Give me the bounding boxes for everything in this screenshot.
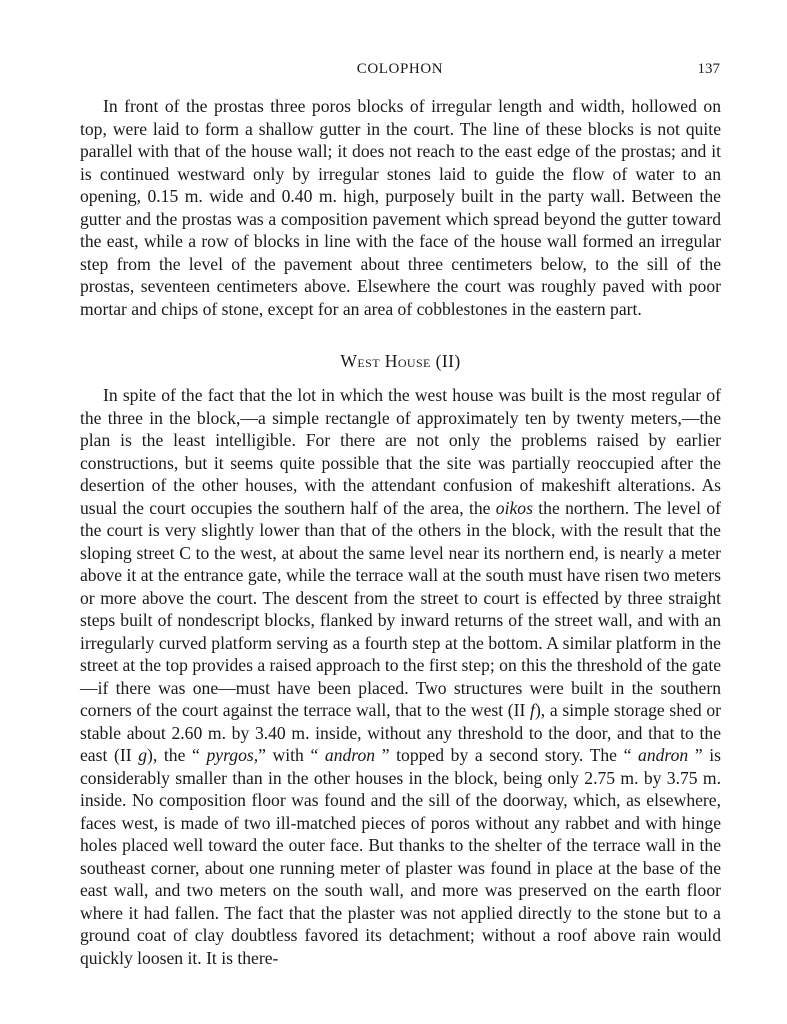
paragraph-text: In front of the prostas three poros blocks of irregular length and width, hollowed on top, were laid to form a shallow gutter in the court. The line of these blocks is not quite parallel with that of the house wall; it does not reach to the east edge of the prostas; and it is continued westward only by irregular stones laid to guide the flow of water to an opening, 0.15 m. wide and 0.40 m. high, purposely built in the party wall. Between the gutter and the prostas was a composition pavement which spread beyond the gutter toward the east, while a row of blocks in line with the face of the house wall formed an irregular step from the level of the pavement about three centimeters below, to the sill of the prostas, seventeen centimeters above. Elsewhere the court was roughly paved with poor mortar and chips of stone, except for an area of cobblestones in the eastern part. — [80, 96, 721, 319]
text-run: the northern. The level of the court is very slightly lower than that of the others in the block, with the result that the sloping street C to the west, at about the same level near its northern end, is nearly a meter above it at the entrance gate, while the terrace wall at the south must have risen two meters or more above the court. The descent from the street to court is effected by three straight steps built of nondescript blocks, flanked by inward returns of the street wall, and with an irregularly curved platform serving as a fourth step at the bottom. A similar platform in the street at the top provides a raised approach to the first step; on this the threshold of the gate—if there was one—must have been placed. Two structures were built in the southern corners of the court against the terrace wall, that to the west (II — [80, 497, 722, 720]
italic-label-g: g — [138, 745, 147, 765]
paragraph-west-house — [80, 384, 721, 969]
page-number: 137 — [697, 61, 720, 77]
text-run: ), the “ — [147, 745, 207, 765]
text-run: ), a simple storage shed or stable about 2.60 m. by 3.40 m. inside, without any threshold to the door, and that to the east (II — [80, 700, 721, 765]
italic-term-pyrgos: pyrgos, — [206, 745, 259, 765]
italic-term-andron: andron — [324, 745, 376, 765]
running-title: COLOPHON — [356, 61, 444, 77]
text-run: ” topped by a second story. The “ — [375, 745, 639, 765]
italic-label-f: f — [530, 700, 535, 720]
running-head — [80, 61, 720, 83]
italic-term-oikos: oikos — [495, 497, 533, 518]
paragraph-prostas-gutter — [80, 95, 721, 320]
italic-term-andron: andron — [638, 745, 689, 765]
section-heading-west-house: West House (II) — [340, 351, 461, 371]
text-run: ” is considerably smaller than in the other houses in the block, being only 2.75 m. by 3.75 m. inside. No composition floor was found and the sill of the doorway, which, as elsewhere, faces west, is made of two ill-matched pieces of poros without any rabbet and with hinge holes placed well toward the outer face. But thanks to the shelter of the terrace wall in the southeast corner, about one running meter of plaster was found in place at the base of the east wall, and two meters on the south wall, and more was preserved on the earth floor where it had fallen. The fact that the plaster was not applied directly to the stone but to a ground coat of clay doubtless favored its detachment; without a roof above rain would quickly loosen it. It is there- — [80, 745, 722, 968]
text-run: In spite of the fact that the lot in which the west house was built is the most regular of the three in the block,—a simple rectangle of approximately ten by twenty meters,—the plan is the least intelligible. For there are not only the problems raised by earlier constructions, but it seems quite possible that the site was partially reoccupied after the desertion of the other houses, with the attendant confusion of makeshift alterations. As usual the court occupies the southern half of the area, the — [80, 385, 721, 518]
text-run: ” with “ — [258, 745, 325, 765]
paragraph-text — [80, 384, 721, 969]
